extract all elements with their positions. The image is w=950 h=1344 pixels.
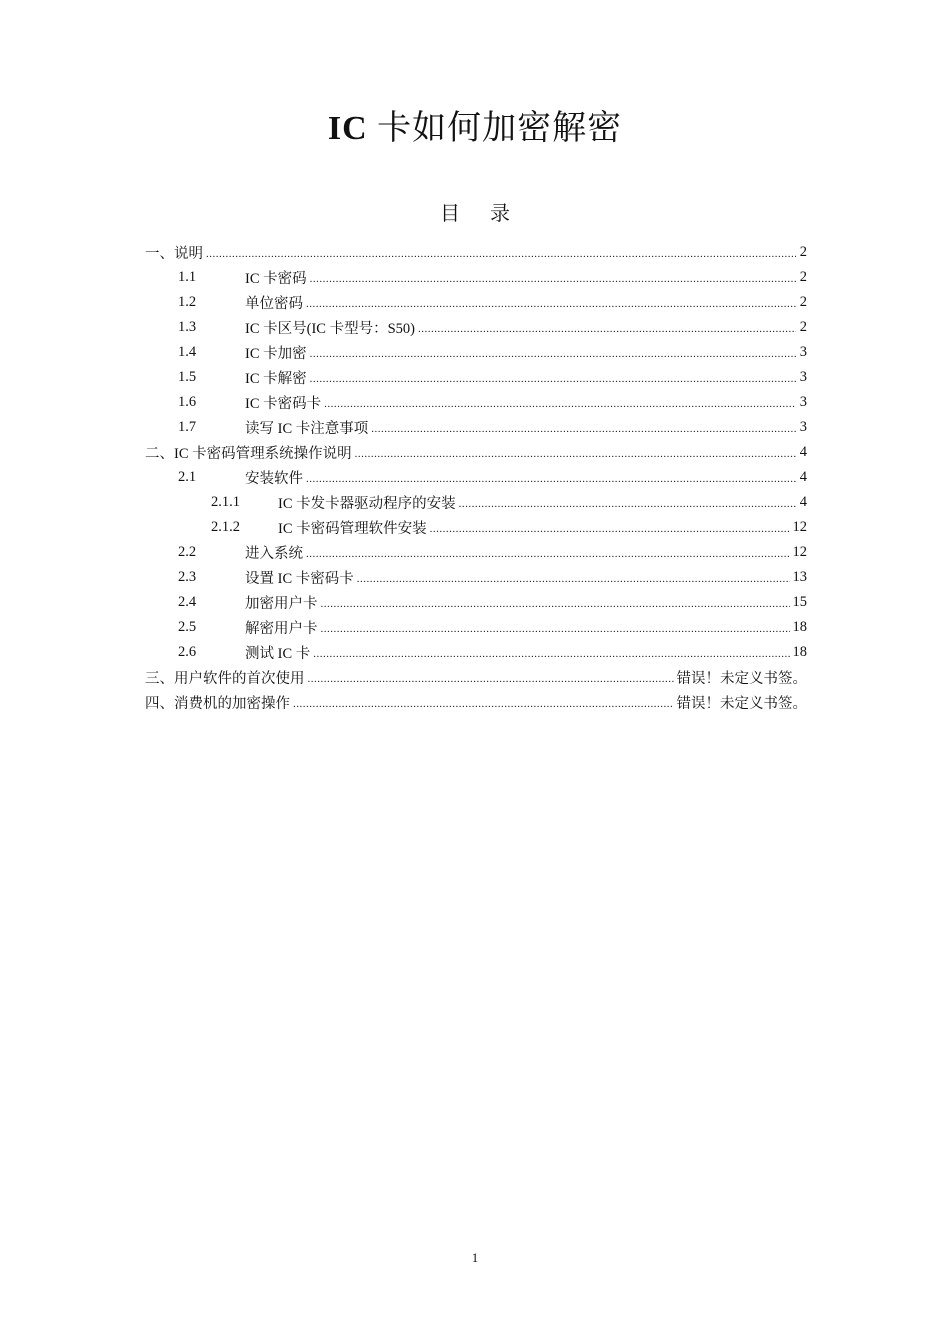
- toc-entry-label: 加密用户卡: [245, 596, 318, 612]
- toc-heading: 目录: [440, 203, 540, 225]
- toc-dot-leader: [293, 696, 674, 710]
- toc-dot-leader: [306, 296, 796, 310]
- toc-entry[interactable]: [145, 265, 807, 290]
- toc-entry-page: 18: [792, 644, 807, 660]
- toc-dot-leader: [308, 671, 674, 685]
- toc-entry-label: IC 卡密码管理软件安装: [278, 521, 427, 537]
- toc-entry[interactable]: [145, 290, 807, 315]
- toc-dot-leader: [459, 496, 796, 510]
- toc-entry-label: IC 卡区号(IC 卡型号：S50): [245, 321, 415, 337]
- toc-dot-leader: [321, 596, 790, 610]
- toc-entry-label: 设置 IC 卡密码卡: [245, 571, 354, 587]
- toc-dot-leader: [310, 346, 796, 360]
- toc-entry-page: 3: [799, 369, 807, 385]
- toc-entry[interactable]: [145, 640, 807, 665]
- toc-dot-leader: [430, 521, 790, 535]
- toc-dot-leader: [306, 471, 796, 485]
- toc-entry[interactable]: [145, 540, 807, 565]
- toc-dot-leader: [306, 546, 790, 560]
- toc-dot-leader: [418, 321, 796, 335]
- toc-entry-page: 2: [799, 294, 807, 310]
- toc-entry[interactable]: [145, 465, 807, 490]
- toc-entry-page: 2: [799, 269, 807, 285]
- toc-entry-label: 解密用户卡: [245, 621, 318, 637]
- toc-dot-leader: [313, 646, 789, 660]
- toc-entry-page: 2: [799, 244, 807, 260]
- toc-entry-label: 安装软件: [245, 471, 303, 487]
- toc-entry-label: 二、IC 卡密码管理系统操作说明: [145, 446, 352, 462]
- toc-entry-label: IC 卡密码卡: [245, 396, 322, 412]
- toc-entry-page: 错误！未定义书签。: [676, 696, 807, 712]
- toc-entry-page: 2: [799, 319, 807, 335]
- toc-entry-number: 1.1: [178, 269, 197, 285]
- toc-entry-page: 4: [799, 494, 807, 510]
- toc-entry-number: 2.3: [178, 569, 197, 585]
- toc-entry-number: 1.5: [178, 369, 197, 385]
- toc-entry-label: 四、消费机的加密操作: [145, 696, 290, 712]
- toc-entry-page: 18: [792, 619, 807, 635]
- toc-entry-label: IC 卡加密: [245, 346, 307, 362]
- toc-entry-label: 读写 IC 卡注意事项: [245, 421, 369, 437]
- toc-entry[interactable]: [145, 390, 807, 415]
- toc-dot-leader: [206, 246, 796, 260]
- toc-entry-number: 2.2: [178, 544, 197, 560]
- toc-entry-page: 13: [792, 569, 807, 585]
- toc-entry-number: 2.1.2: [211, 519, 240, 535]
- toc-entry-number: 2.1: [178, 469, 197, 485]
- toc-dot-leader: [355, 446, 796, 460]
- toc-entry-page: 4: [799, 469, 807, 485]
- toc-entry[interactable]: [145, 565, 807, 590]
- toc-entry[interactable]: [145, 490, 807, 515]
- toc-dot-leader: [321, 621, 790, 635]
- toc-entry[interactable]: [145, 240, 807, 265]
- toc-entry-number: 1.7: [178, 419, 197, 435]
- toc-entry-number: 2.6: [178, 644, 197, 660]
- toc-entry[interactable]: [145, 665, 807, 690]
- toc-entry[interactable]: [145, 590, 807, 615]
- toc-entry-label: IC 卡密码: [245, 271, 307, 287]
- toc-entry-page: 错误！未定义书签。: [676, 671, 807, 687]
- toc-entry[interactable]: [145, 315, 807, 340]
- toc-entry-number: 2.5: [178, 619, 197, 635]
- toc-dot-leader: [357, 571, 790, 585]
- document-title-cjk: 卡如何加密解密: [367, 110, 623, 147]
- toc-entry-number: 2.1.1: [211, 494, 240, 510]
- toc-dot-leader: [310, 371, 796, 385]
- toc-entry-number: 1.6: [178, 394, 197, 410]
- toc-entry[interactable]: [145, 690, 807, 715]
- toc-entry[interactable]: [145, 415, 807, 440]
- toc-entry-label: 进入系统: [245, 546, 303, 562]
- toc-entry-label: 一、说明: [145, 246, 203, 262]
- toc-entry-page: 3: [799, 419, 807, 435]
- table-of-contents: [145, 240, 807, 715]
- toc-entry-number: 1.4: [178, 344, 197, 360]
- toc-entry-label: 三、用户软件的首次使用: [145, 671, 305, 687]
- toc-entry-page: 3: [799, 394, 807, 410]
- toc-dot-leader: [324, 396, 796, 410]
- toc-entry[interactable]: [145, 340, 807, 365]
- document-title-latin: IC: [327, 110, 368, 147]
- toc-dot-leader: [310, 271, 796, 285]
- toc-entry[interactable]: [145, 515, 807, 540]
- toc-entry-page: 12: [792, 519, 807, 535]
- toc-entry-label: IC 卡发卡器驱动程序的安装: [278, 496, 456, 512]
- toc-entry[interactable]: [145, 615, 807, 640]
- toc-entry-label: 单位密码: [245, 296, 303, 312]
- toc-entry[interactable]: [145, 440, 807, 465]
- toc-dot-leader: [371, 421, 796, 435]
- document-title: [0, 100, 950, 149]
- toc-entry-label: 测试 IC 卡: [245, 646, 311, 662]
- toc-entry-page: 12: [792, 544, 807, 560]
- toc-entry-page: 4: [799, 444, 807, 460]
- toc-entry[interactable]: [145, 365, 807, 390]
- toc-entry-number: 2.4: [178, 594, 197, 610]
- toc-entry-label: IC 卡解密: [245, 371, 307, 387]
- toc-entry-page: 15: [792, 594, 807, 610]
- toc-entry-number: 1.2: [178, 294, 197, 310]
- toc-entry-page: 3: [799, 344, 807, 360]
- page-number: 1: [471, 1250, 479, 1265]
- toc-entry-number: 1.3: [178, 319, 197, 335]
